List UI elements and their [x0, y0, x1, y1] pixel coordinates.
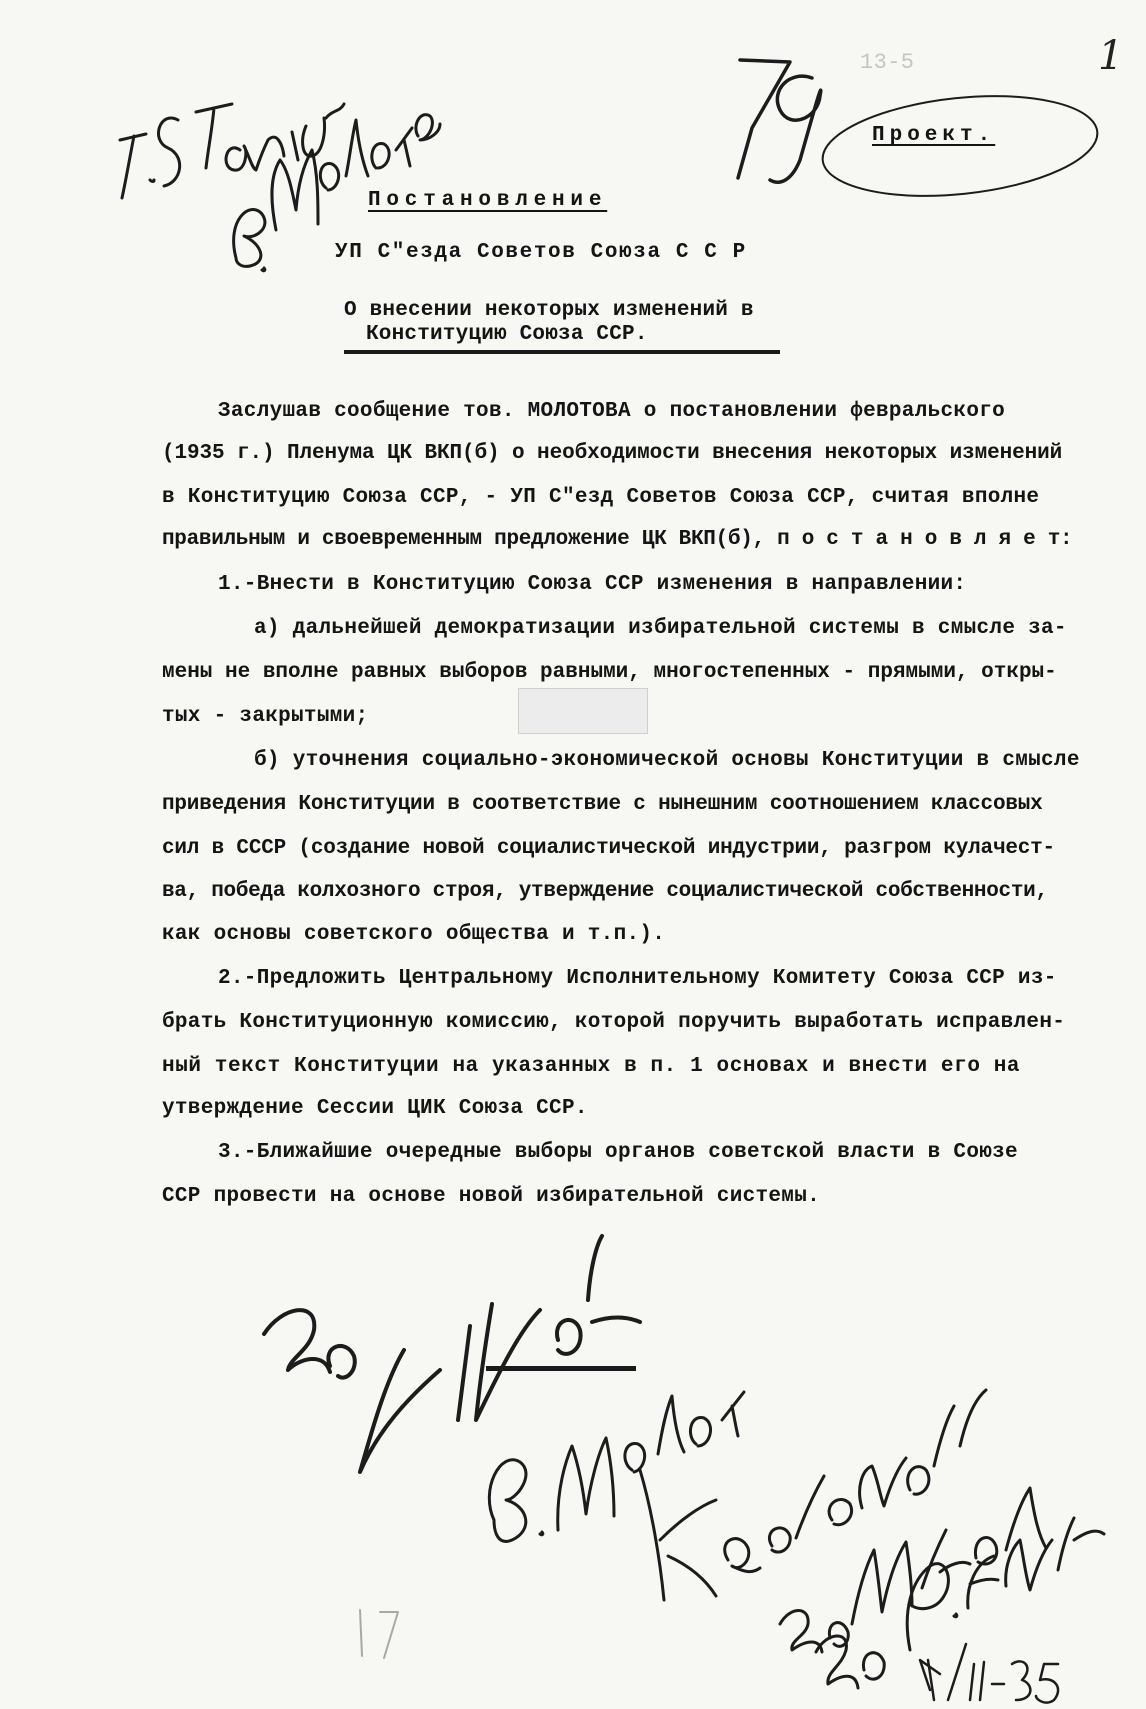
body-line: тых - закрытыми; — [162, 705, 369, 728]
signature-date — [920, 1644, 1058, 1703]
page-number: 1 — [1098, 33, 1124, 79]
body-line: а) дальнейшей демократизации избирательной системы в смысле за- — [254, 617, 1067, 640]
body-line: (1935 г.) Пленума ЦК ВКП(б) о необходимости внесения некоторых изменений — [162, 442, 1063, 465]
document-topic-line1: О внесении некоторых изменений в — [344, 299, 754, 322]
body-line: мены не вполне равных выборов равными, многостепенных - прямыми, откры- — [162, 661, 1057, 684]
body-line: ССР провести на основе новой избирательной системы. — [162, 1185, 821, 1208]
signature-molotov — [489, 1392, 744, 1541]
document-topic-line2: Конституцию Союза ССР. — [366, 323, 648, 346]
bottom-pencil-number — [360, 1610, 398, 1658]
draft-oval — [818, 84, 1103, 208]
body-line: как основы советского общества и т.п.). — [162, 923, 666, 946]
body-line: 1.-Внести в Конституцию Союза ССР изменения в направлении: — [218, 573, 967, 596]
draft-label: Проект. — [872, 124, 996, 147]
body-line: в Конституцию Союза ССР, - УП С"езд Советов Союза ССР, считая вполне — [162, 486, 1040, 509]
body-line: 3.-Ближайшие очередные выборы органов советской власти в Союзе — [218, 1141, 1018, 1164]
faint-top-mark: 13-5 — [860, 50, 915, 75]
body-line: б) уточнения социально-экономической основы Конституции в смысле — [254, 749, 1080, 772]
document-subtitle: УП С"езда Советов Союза С С Р — [335, 241, 747, 264]
document-title: Постановление — [368, 189, 608, 212]
body-line: ва, победа колхозного строя, утверждение социалистической собственности, — [162, 880, 1048, 903]
body-line: брать Конституционную комиссию, которой поручить выработать исправлен- — [162, 1011, 1066, 1034]
body-line: утверждение Сессии ЦИК Союза ССР. — [162, 1097, 588, 1120]
body-line: приведения Конституции в соответствие с нынешним соотношением классовых — [162, 793, 1043, 816]
body-line: правильным и своевременным предложение ЦК ВКП(б), п о с т а н о в л я е т: — [162, 528, 1073, 551]
body-line: ный текст Конституции на указанных в п. 1 основах и внести его на — [162, 1055, 1021, 1078]
body-line: Заслушав сообщение тов. МОЛОТОВА о постановлении февральского — [218, 400, 1006, 423]
body-line: сил в СССР (создание новой социалистической индустрии, разгром кулачест- — [162, 837, 1055, 860]
body-line: 2.-Предложить Центральному Исполнительному Комитету Союза ССР из- — [218, 967, 1057, 990]
signature-za-stalin — [264, 1236, 640, 1472]
archive-number-79 — [738, 60, 821, 182]
annotation-molotov — [234, 115, 440, 271]
